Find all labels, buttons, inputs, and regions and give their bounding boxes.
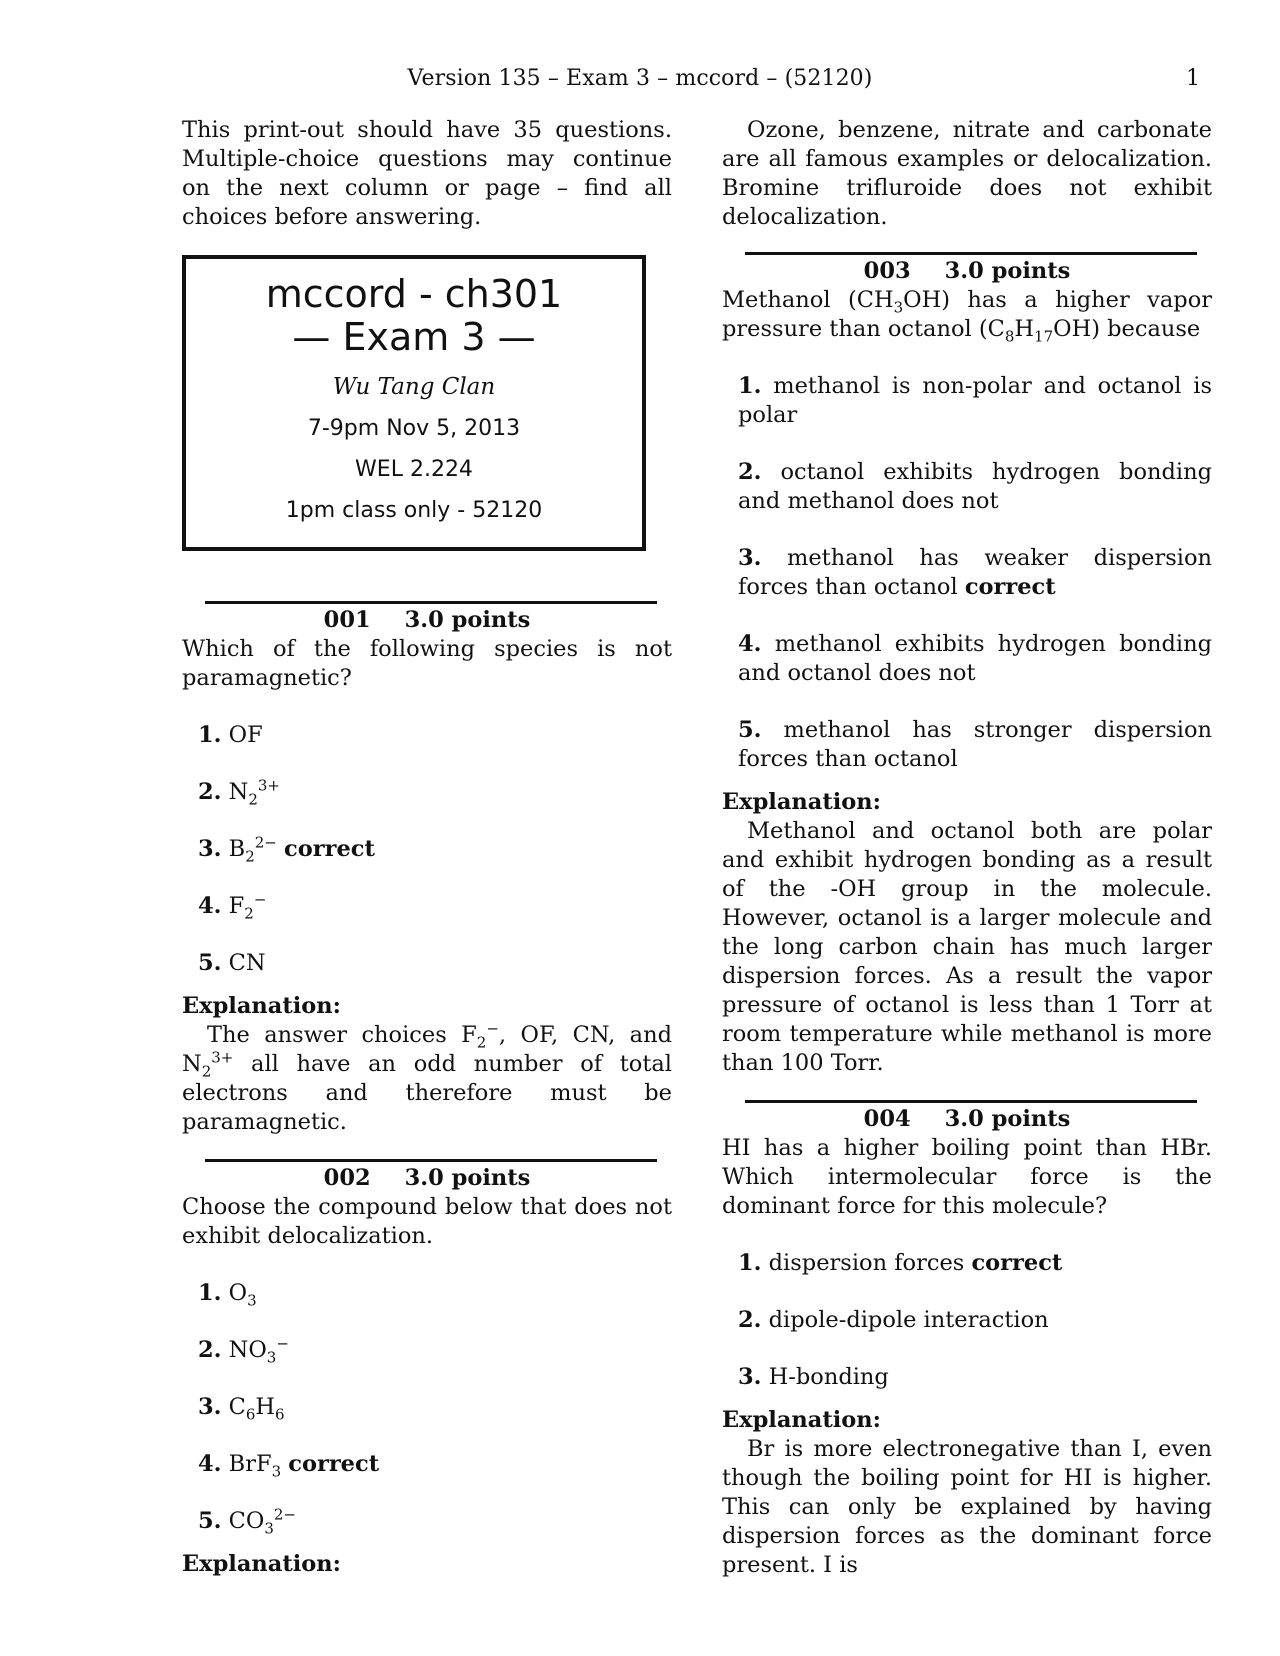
question-divider bbox=[205, 601, 657, 604]
question-divider bbox=[745, 1100, 1197, 1103]
question-number: 004 bbox=[863, 1106, 911, 1132]
explanation-label: Explanation: bbox=[182, 993, 341, 1019]
correct-marker: correct bbox=[284, 836, 375, 862]
exam-time: 7-9pm Nov 5, 2013 bbox=[307, 416, 521, 441]
explanation-text-002: Ozone, benzene, nitrate and carbonate are all famous examples or delocalization. Bromine trifluroide does not exhibit delocalization. bbox=[722, 117, 1212, 230]
correct-marker: correct bbox=[971, 1250, 1063, 1276]
choice-5[interactable]: 5. CN bbox=[198, 950, 266, 976]
explanation-label: Explanation: bbox=[182, 1551, 341, 1577]
course-title: mccord - ch301 bbox=[265, 272, 563, 316]
exam-section: 1pm class only - 52120 bbox=[285, 498, 543, 523]
question-divider bbox=[205, 1159, 657, 1162]
choice-3[interactable]: 3. $B_2^{2-}$ correct bbox=[198, 833, 375, 866]
intro-text: This print-out should have 35 questions. Multiple-choice questions may continue on the next column or page – find all choices before answering. bbox=[182, 117, 672, 230]
correct-marker: correct bbox=[964, 574, 1056, 600]
question-header bbox=[182, 1164, 672, 1193]
exam-title: — Exam 3 — bbox=[292, 315, 536, 359]
choice-3[interactable]: 3. $C_6H_6$ bbox=[198, 1394, 285, 1424]
explanation-label: Explanation: bbox=[722, 1407, 881, 1433]
question-points: 3.0 points bbox=[944, 1106, 1071, 1132]
right-column bbox=[722, 116, 1212, 1580]
choice-1[interactable]: 1. dispersion forces correct bbox=[738, 1250, 1063, 1276]
question-number: 003 bbox=[863, 258, 911, 284]
left-column bbox=[182, 116, 672, 1579]
choice-1[interactable]: 1. methanol is non-polar and octanol is polar bbox=[738, 373, 1212, 428]
choice-1[interactable]: 1. OF bbox=[198, 722, 263, 748]
question-number: 002 bbox=[323, 1165, 371, 1191]
question-divider bbox=[745, 252, 1197, 255]
choice-5[interactable]: 5. methanol has stronger dispersion forces than octanol bbox=[738, 717, 1213, 772]
exam-title-box bbox=[182, 255, 646, 551]
question-header bbox=[182, 606, 672, 635]
explanation-label: Explanation: bbox=[722, 789, 881, 815]
choice-2[interactable]: 2. octanol exhibits hydrogen bonding and methanol does not bbox=[738, 459, 1212, 514]
question-stem: Choose the compound below that does not exhibit delocalization. bbox=[182, 1194, 672, 1249]
question-stem: Which of the following species is not paramagnetic? bbox=[182, 636, 672, 691]
explanation-text: Br is more electronegative than I, even though the boiling point for HI is higher. This can only be explained by having dispersion forces as the dominant force present. I is bbox=[722, 1436, 1212, 1578]
explanation-text: Methanol and octanol both are polar and exhibit hydrogen bonding as a result of the -OH group in the molecule. However, octanol is a larger molecule and the long carbon chain has much larger dispersion forces. As a result the vapor pressure of octanol is less than 1 Torr at room temperature while methanol is more than 100 Torr. bbox=[722, 818, 1212, 1076]
question-stem: HI has a higher boiling point than HBr. Which intermolecular force is the dominant force for this molecule? bbox=[722, 1135, 1212, 1219]
question-003 bbox=[722, 252, 1212, 1078]
choice-3[interactable]: 3. methanol has weaker dispersion forces than octanol correct bbox=[738, 545, 1212, 600]
choice-4[interactable]: 4. methanol exhibits hydrogen bonding and octanol does not bbox=[738, 631, 1212, 686]
correct-marker: correct bbox=[288, 1451, 380, 1477]
choice-1[interactable]: 1. $O_3$ bbox=[198, 1280, 257, 1310]
question-points: 3.0 points bbox=[404, 1165, 531, 1191]
question-stem: Methanol $(CH_3OH)$ has a higher vapor pressure than octanol $(C_8H_{17}OH)$ because bbox=[722, 287, 1212, 346]
choice-3[interactable]: 3. H-bonding bbox=[738, 1364, 889, 1390]
question-header bbox=[722, 257, 1212, 286]
choice-4[interactable]: 4. $F_2^-$ bbox=[198, 890, 267, 923]
choice-2[interactable]: 2. $N_2^{3+}$ bbox=[198, 776, 281, 809]
choice-2[interactable]: 2. dipole-dipole interaction bbox=[738, 1307, 1049, 1333]
running-header: Version 135 – Exam 3 – mccord – (52120) bbox=[407, 66, 873, 91]
choice-2[interactable]: 2. $NO_3^-$ bbox=[198, 1334, 289, 1367]
question-header bbox=[722, 1105, 1212, 1134]
choice-4[interactable]: 4. BrF$_3$ correct bbox=[198, 1451, 380, 1481]
question-points: 3.0 points bbox=[944, 258, 1071, 284]
explanation-text: The answer choices $F_2^-$, OF, CN, and $N_2^{3+}$ all have an odd number of total electrons and therefore must be paramagnetic. bbox=[182, 1019, 672, 1135]
page-number: 1 bbox=[1186, 66, 1200, 91]
question-004 bbox=[722, 1100, 1212, 1580]
question-number: 001 bbox=[323, 607, 371, 633]
choice-5[interactable]: 5. $CO_3^{2-}$ bbox=[198, 1505, 296, 1538]
exam-room: WEL 2.224 bbox=[355, 457, 473, 482]
question-002 bbox=[182, 1159, 672, 1579]
exam-author: Wu Tang Clan bbox=[332, 374, 496, 400]
question-points: 3.0 points bbox=[404, 607, 531, 633]
question-001 bbox=[182, 601, 672, 1137]
